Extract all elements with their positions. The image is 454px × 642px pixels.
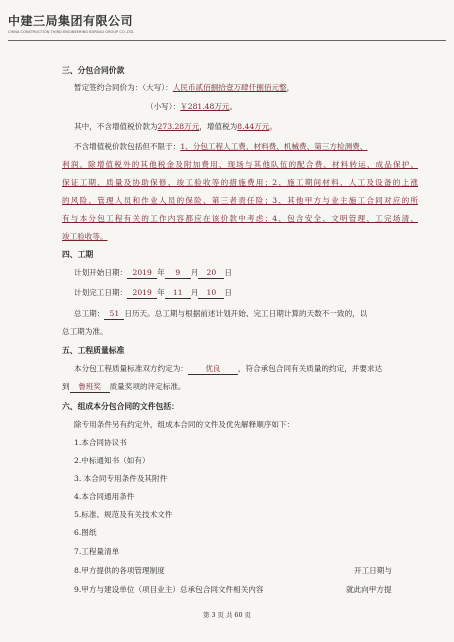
end-month-unit: 月 — [190, 288, 199, 297]
start-year-unit: 年 — [157, 268, 165, 277]
end-year-unit: 年 — [157, 288, 165, 297]
document-item-8: 8.甲方提供的各项管理制度 — [74, 566, 165, 575]
includes-label: 不含增值税价款包括但不限于： — [74, 142, 181, 151]
price-caps-suffix: ， — [286, 83, 295, 92]
price-num-suffix: 。 — [229, 102, 238, 111]
company-name-cn: 中建三局集团有限公司 — [8, 14, 134, 28]
total-days: 51 — [104, 309, 124, 320]
price-num-label: （小写）： — [146, 102, 181, 111]
vat-value: 8.44万元 — [237, 122, 270, 131]
start-month-unit: 月 — [190, 268, 199, 277]
quality-text-2-prefix: 到 — [62, 382, 70, 391]
start-date-label: 计划开始日期： — [74, 268, 128, 277]
tax-line — [74, 122, 277, 132]
includes-text-5: 有与本分包工程有关的工作内容都应在该价款中考虑；4、包含安全、文明管理、工完场清、 — [62, 214, 418, 223]
header-divider — [8, 40, 446, 41]
section-4-title: 四、工期 — [62, 250, 94, 259]
document-item-6: 6.图纸 — [74, 528, 97, 537]
total-duration-line — [74, 309, 367, 320]
company-name-en: CHINA CONSTRUCTION THIRD ENGINEERING BUREAU GROUP CO.,LTD. — [8, 30, 135, 34]
company-logo — [8, 12, 134, 34]
includes-text-4: 的风险、管理人员和作业人员的保险、第三者责任险；3、其他甲方与业主施工合同对应的所 — [62, 196, 418, 205]
end-date-label: 计划完工日期： — [74, 288, 128, 297]
start-month: 9 — [165, 268, 191, 279]
end-day: 10 — [198, 288, 224, 299]
tax-excl-value: 273.28万元 — [157, 122, 200, 131]
includes-text-3: 保证工期、质量及协助保修、竣工验收等的措施费用；2、施工期间材料、人工及设备的上涨 — [62, 178, 418, 187]
document-item-5: 5.标准、规范及有关技术文件 — [74, 510, 173, 519]
document-item-9: 9.甲方与建设单位（项目业主）总承包合同文件相关内容 — [74, 585, 264, 594]
quality-award: 鲁班奖 — [70, 382, 110, 393]
document-item-2: 2.中标通知书（如有） — [74, 456, 150, 465]
total-duration-text-2: 总工期为准。 — [62, 327, 108, 336]
end-month: 11 — [165, 288, 191, 299]
quality-line-2 — [62, 382, 186, 393]
end-year: 2019 — [127, 288, 157, 299]
cut-off-fragment-1: 开工日期与 — [354, 566, 392, 575]
total-duration-label: 总工期： — [74, 309, 105, 318]
includes-text-2: 利润、除增值税外的其他税金及附加费用、现场与其他队伍的配合费、材料转运、成品保护、 — [62, 160, 418, 169]
quality-label: 本分包工程质量标准双方约定为： — [74, 364, 188, 373]
cut-off-fragment-2: 就此向甲方提 — [346, 585, 392, 594]
start-day-unit: 日 — [224, 268, 232, 277]
end-date-line — [74, 288, 232, 299]
document-item-7: 7.工程量清单 — [74, 547, 120, 556]
document-item-1: 1.本合同协议书 — [74, 438, 127, 447]
quality-line-1 — [74, 364, 382, 375]
start-day: 20 — [198, 268, 224, 279]
quality-text-2-suffix: 质量奖项的评定标准。 — [109, 382, 186, 391]
price-caps-value: 人民币贰佰捌拾壹万肆仟捌佰元整 — [172, 83, 287, 92]
tax-label: 其中，不含增值税价款为 — [74, 122, 158, 131]
section-5-title: 五、工程质量标准 — [62, 346, 125, 355]
price-num-line — [146, 102, 237, 112]
tax-suffix: 。 — [269, 122, 277, 131]
price-num-value: ￥281.48万元 — [180, 102, 230, 111]
documents-intro: 除专用条件另有约定外，组成本合同的文件及优先解释顺序如下： — [74, 420, 295, 429]
price-caps-label: 暂定签约合同价为：（大写）： — [74, 83, 173, 92]
quality-text-1: ，符合承包合同有关质量的约定，并要求达 — [237, 364, 383, 373]
document-item-4: 4.本合同通用条件 — [74, 492, 135, 501]
start-year: 2019 — [127, 268, 157, 279]
total-duration-text: 日历天。总工期与根据前述计划开始、完工日期计算的天数不一致的，以 — [124, 309, 368, 318]
document-item-3: 3. 本合同专用条件及其附件 — [74, 474, 168, 483]
price-caps-line — [74, 83, 294, 93]
section-3-title: 三、分包合同价款 — [62, 66, 125, 75]
includes-line-1 — [74, 142, 367, 152]
page-number: 第 3 页 共 60 页 — [203, 611, 251, 619]
includes-text-1: 1、分包工程人工费、材料费、机械费、第三方检测费、 — [180, 142, 368, 151]
end-day-unit: 日 — [224, 288, 232, 297]
tax-mid: ，增值税为 — [199, 122, 238, 131]
start-date-line — [74, 268, 232, 279]
quality-standard: 优良 — [188, 364, 238, 375]
includes-text-6: 竣工验收等。 — [62, 232, 108, 241]
section-6-title: 六、组成本分包合同的文件包括： — [62, 402, 179, 411]
